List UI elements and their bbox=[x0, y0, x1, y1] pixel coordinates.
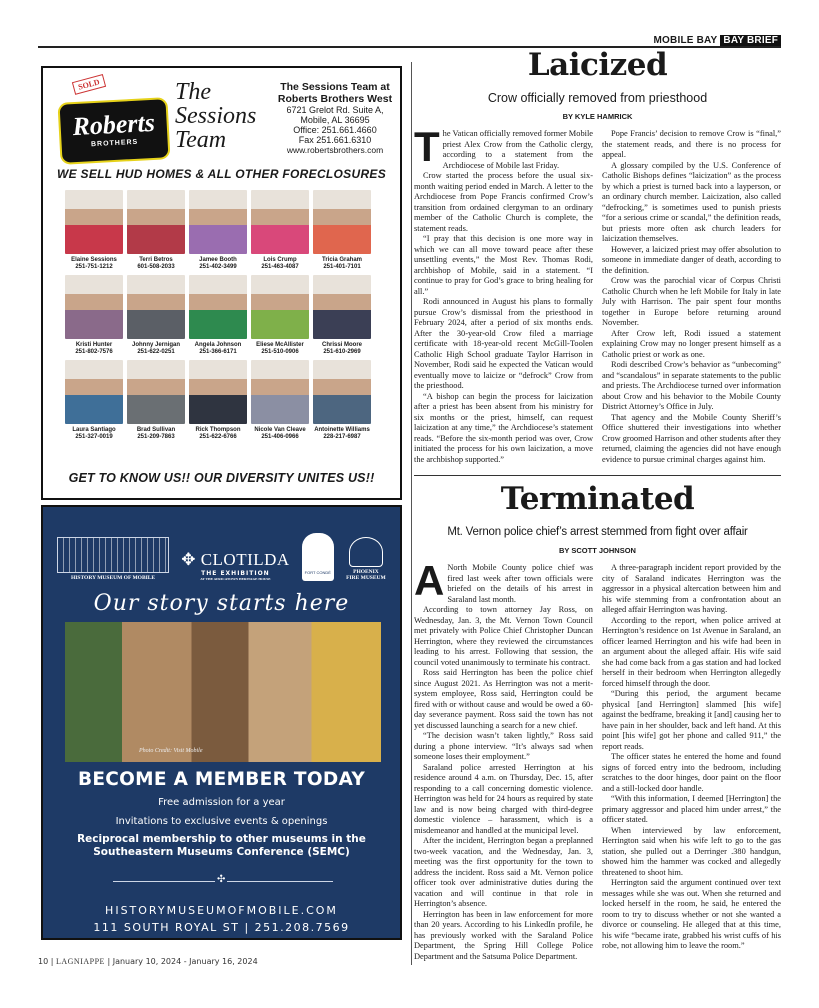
agent-name: Terri Betros bbox=[139, 257, 173, 263]
issue-dates: January 10, 2024 - January 16, 2024 bbox=[112, 957, 258, 966]
agent-card bbox=[65, 360, 123, 440]
ad-script-slogan: Our story starts here bbox=[93, 591, 350, 616]
sessions-script-title: The Sessions Team bbox=[175, 79, 257, 153]
agent-card bbox=[65, 275, 123, 355]
agent-card bbox=[127, 275, 185, 355]
logo-label: FORT CONDÉ bbox=[304, 570, 331, 575]
perk-line: Southeastern Museums Conference (SEMC) bbox=[93, 846, 350, 858]
article-subhead: Mt. Vernon police chief’s arrest stemmed from fight over affair bbox=[447, 526, 748, 538]
website-link[interactable]: www.robertsbrothers.com bbox=[286, 145, 384, 155]
article-paragraph bbox=[602, 563, 781, 616]
paragraph-text: “During this period, the argument became physical [and Herrington] slammed [his wife] against the bedframe, breaking it [and] causing her to have pain in her shoulder, back and left hand. At this point [his wife] got her phone and called 911,” the report reads. bbox=[602, 689, 781, 751]
paragraph-text: When interviewed by law enforcement, Herrington said when his wife left to go to the gas station, she pulled out a Derringer .380 handgun, showed him the hammer was cocked and allegedly threatened to shoot him. bbox=[602, 825, 781, 877]
agent-name: Chrissi Moore bbox=[321, 342, 362, 348]
agent-photo bbox=[127, 275, 185, 339]
perk-line: Reciprocal membership to other museums in the bbox=[77, 833, 366, 845]
paragraph-text: “With this information, I deemed [Herrington] the primary aggressor and placed him under arrest,” the officer stated. bbox=[602, 794, 781, 824]
agent-name: Eliese McAllister bbox=[256, 342, 304, 348]
agent-phone: 251-622-0251 bbox=[137, 348, 175, 355]
paragraph-text: A three-paragraph incident report provided by the city of Saraland indicates Herrington was the aggressor in a physical altercation between him and his wife stemming from a confrontation about an alleged affair Herrington was having. bbox=[602, 563, 781, 614]
publication-name: LAGNIAPPE bbox=[55, 957, 105, 966]
agent-phone: 251-463-4087 bbox=[261, 263, 299, 270]
history-museum-logo bbox=[57, 537, 169, 581]
partner-logos bbox=[43, 533, 400, 581]
page-footer: 10 | LAGNIAPPE | January 10, 2024 - January 16, 2024 bbox=[38, 957, 258, 966]
museum-website-link[interactable]: HISTORYMUSEUMOFMOBILE.COM bbox=[105, 904, 338, 917]
clotilda-logo bbox=[181, 550, 289, 581]
agent-photo bbox=[251, 275, 309, 339]
agent-name: Rick Thompson bbox=[195, 427, 241, 433]
knot-icon: ✥ bbox=[181, 550, 196, 569]
agent-name: Lois Crump bbox=[263, 257, 297, 263]
agent-card bbox=[313, 360, 371, 440]
article-paragraph bbox=[602, 413, 781, 466]
contact-title-2: Roberts Brothers West bbox=[277, 92, 393, 105]
agent-phone: 251-402-3499 bbox=[199, 263, 237, 270]
paragraph-text: Saraland police arrested Herrington at his residence around 4 a.m. on Thursday, Dec. 15, after responding to a call concerning domestic violence. Herrington was held for 24 hours as required by state law and is now being charged with third-degree domestic violence – harassment, which is a misdemeanor and handled at the municipal level. bbox=[414, 762, 593, 835]
agent-name: Elaine Sessions bbox=[71, 257, 117, 263]
paragraph-text: That agency and the Mobile County Sheriff’s Office shuttered their investigations into whether Crow groomed Harrison and other students after they returned, claiming the agencies did not have enough evidence to pursue criminal charges against him. bbox=[602, 412, 781, 464]
agent-name: Tricia Graham bbox=[321, 257, 363, 263]
roberts-brothers-logo bbox=[57, 97, 170, 165]
agent-phone: 228-217-6987 bbox=[323, 433, 361, 440]
article-separator bbox=[414, 475, 781, 476]
agent-phone: 251-406-0966 bbox=[261, 433, 299, 440]
museum-building-icon bbox=[57, 537, 169, 573]
article-paragraph bbox=[414, 668, 593, 731]
article-headline: Laicized bbox=[527, 47, 668, 83]
agent-name: Johnny Jernigan bbox=[131, 342, 180, 348]
article-paragraph bbox=[414, 910, 593, 963]
agent-photo bbox=[127, 360, 185, 424]
ad-tagline: WE SELL HUD HOMES & ALL OTHER FORECLOSURES bbox=[56, 167, 387, 181]
article-headline: Terminated bbox=[500, 481, 695, 517]
agent-photo bbox=[65, 275, 123, 339]
agent-phone: 251-622-6766 bbox=[199, 433, 237, 440]
paragraph-text: Rodi announced in August his plans to formally pursue Crow’s dismissal from the priesthood in February 2024, after a period of six months ends. After the 30-year-old Crow filed a marriage certificate with 18-year-old recent McGill-Toolen Catholic High School graduate Taylor Harrison in November, Rodi said he expected the Vatican would eventually move to laicize or “defrock” Crow from the priesthood. bbox=[414, 297, 593, 390]
office-phone: Office: 251.661.4660 bbox=[293, 125, 377, 135]
agent-card bbox=[313, 275, 371, 355]
fax-number: Fax 251.661.6310 bbox=[298, 135, 372, 145]
article-paragraph bbox=[414, 297, 593, 392]
agent-photo bbox=[189, 190, 247, 254]
article-paragraph bbox=[602, 329, 781, 361]
agent-phone: 251-510-0906 bbox=[261, 348, 299, 355]
paragraph-text: Crow started the process before the usual six-month waiting period ended in March. A letter to the Archdiocese from Pope Francis confirmed Crow’s transition from ordained clergyman to an ordinary member of the Catholic Church is complete, the statement reads. bbox=[414, 171, 593, 233]
article-paragraph bbox=[602, 878, 781, 952]
agent-card bbox=[251, 190, 309, 270]
agent-grid bbox=[65, 190, 385, 440]
agent-name: Nicole Van Cleave bbox=[254, 427, 306, 433]
paragraph-text: Rodi described Crow’s behavior as “unbecoming” and “scandalous” in separate statements to the public and priests. The Archdiocese turned over information about Crow and his behavior to the Mobile County District Attorney’s Office in July. bbox=[602, 360, 781, 411]
paragraph-text: Pope Francis’ decision to remove Crow is “final,” the statement reads, and there is no process for appeal. bbox=[602, 129, 781, 159]
agent-phone: 251-366-6171 bbox=[199, 348, 237, 355]
museum-address: 111 SOUTH ROYAL ST | 251.208.7569 bbox=[93, 921, 350, 934]
agent-phone: 251-327-0019 bbox=[75, 433, 113, 440]
section-tag bbox=[654, 35, 781, 46]
agent-photo bbox=[127, 190, 185, 254]
paragraph-text: “I pray that this decision is one more way in which we can all move toward peace after these unsettling events,” the Most Rev. Thomas Rodi, archbishop of Mobile, said in a statement. “I continue to pray for God’s grace to bring healing for all.” bbox=[414, 234, 593, 296]
agent-name: Kristi Hunter bbox=[75, 342, 113, 348]
agent-phone: 601-508-2033 bbox=[137, 263, 175, 270]
paragraph-text: Herrington said the argument continued over text messages while she was out. When she returned and locked herself in the room, he said, he entered the room to try to discuss whether or not she wanted a divorce or counseling. He alleged that at this time, his wife “became irate, grabbed his wrist cuffs of his robe, not allowing him to leave the room.” bbox=[602, 878, 781, 950]
article-paragraph bbox=[602, 689, 781, 752]
article-paragraph bbox=[414, 557, 593, 605]
article-paragraph bbox=[602, 360, 781, 413]
agent-photo bbox=[313, 360, 371, 424]
paragraph-text: Herrington has been in law enforcement for more than 20 years. According to his LinkedIn profile, he has previously worked with the Saraland Police Department, the Spring Hill College Police Department and the Satsuma Police Department. bbox=[414, 909, 593, 961]
logo-sublabel: THE EXHIBITION bbox=[201, 570, 270, 577]
agent-card bbox=[127, 360, 185, 440]
museum-photo bbox=[65, 622, 381, 762]
contact-title: The Sessions Team at bbox=[280, 81, 390, 93]
address-line: Mobile, AL 36695 bbox=[300, 115, 370, 125]
article-paragraph bbox=[414, 763, 593, 837]
paragraph-text: North Mobile County police chief was fired last week after town officials were briefed on the details of his arrest in Saraland last month. bbox=[447, 563, 593, 604]
logo-text: Roberts bbox=[71, 107, 156, 142]
paragraph-text: According to the report, when police arrived at Herrington’s residence on 1st Avenue in Saraland, an officer learned Herrington and his wife had been in an argument about the alleged affair. His wife said she had come back from a gas station and had locked herself in their bedroom when Herrington allegedly forced himself through the door. bbox=[602, 615, 781, 688]
phoenix-fire-logo bbox=[346, 537, 386, 581]
photo-credit: Photo Credit: Visit Mobile bbox=[139, 748, 203, 754]
fleur-icon: ✣ bbox=[217, 874, 226, 885]
section-name: MOBILE BAY bbox=[653, 35, 718, 46]
article-paragraph bbox=[414, 605, 593, 668]
agent-card bbox=[65, 190, 123, 270]
agent-card bbox=[189, 190, 247, 270]
sessions-team-ad[interactable] bbox=[41, 66, 402, 500]
article-paragraph bbox=[602, 752, 781, 794]
article-paragraph bbox=[602, 245, 781, 277]
agent-card bbox=[189, 360, 247, 440]
paragraph-text: After the incident, Herrington began a preplanned two-week vacation, and the Wednesday, Jan. 3, meeting was the first opportunity for the town to address the incident. Ross said a Mt. Vernon police officer took over administrative duties during the vacation and will continue in that role in Herrington’s absence. bbox=[414, 836, 593, 908]
paragraph-text: However, a laicized priest may offer absolution to someone in immediate danger of death, according to the definition. bbox=[602, 244, 781, 275]
agent-card bbox=[313, 190, 371, 270]
article-paragraph bbox=[602, 616, 781, 690]
address-line: 6721 Grelot Rd. Suite A, bbox=[286, 105, 384, 115]
drop-cap: T bbox=[414, 123, 440, 170]
paragraph-text: Ross said Herrington has been the police chief since August 2021. As Herrington was not a merit-system employee, Ross said, Herrington could be fired with or without cause and would be owed a 60-day severance payment. Ross said the town has not yet discussed launching a search for a new chief. bbox=[414, 668, 593, 730]
paragraph-text: After Crow left, Rodi issued a statement explaining Crow may no longer present himself as a Catholic priest or work as one. bbox=[602, 328, 781, 359]
article-paragraph bbox=[414, 171, 593, 234]
article-paragraph bbox=[602, 276, 781, 329]
article-byline: BY KYLE HAMRICK bbox=[562, 112, 633, 121]
agent-name: Jamee Booth bbox=[199, 257, 237, 263]
agent-photo bbox=[65, 190, 123, 254]
agent-phone: 251-209-7863 bbox=[137, 433, 175, 440]
article-paragraph bbox=[602, 826, 781, 879]
sold-sign: SOLD bbox=[72, 74, 106, 95]
agent-photo bbox=[251, 190, 309, 254]
paragraph-text: “The decision wasn’t taken lightly,” Ross said during a phone interview. “It’s always sad when someone loses their employment.” bbox=[414, 731, 593, 761]
article-byline: BY SCOTT JOHNSON bbox=[559, 546, 636, 555]
paragraph-text: Crow was the parochial vicar of Corpus Christi Catholic Church when he left Mobile for Italy in late July with Harrison. The pair spent four months together in Europe before returning around November. bbox=[602, 276, 781, 327]
contact-block bbox=[271, 82, 399, 155]
agent-card bbox=[127, 190, 185, 270]
agent-photo bbox=[313, 275, 371, 339]
article-paragraph bbox=[414, 731, 593, 763]
agent-photo bbox=[189, 275, 247, 339]
agent-photo bbox=[313, 190, 371, 254]
logo-sublabel-2: AT THE AFRICATOWN HERITAGE HOUSE bbox=[200, 577, 271, 581]
paragraph-text: A glossary compiled by the U.S. Conference of Catholic Bishops defines “laicization” as the process by which a priest is turned back into a layperson, or an ordinary church member. Laicization, also called “defrocking,” is sometimes used to punish priests “for a serious crime or scandal,” the definition reads, but priests more often ask church leaders for laicization themselves. bbox=[602, 160, 781, 243]
agent-card bbox=[189, 275, 247, 355]
article-body bbox=[414, 557, 781, 962]
articles-column bbox=[414, 46, 781, 962]
article-body bbox=[414, 123, 781, 465]
paragraph-text: he Vatican officially removed former Mobile priest Alex Crow from the Catholic clergy, according to a statement from the Archdiocese of Mobile last Friday. bbox=[442, 129, 593, 170]
article-paragraph bbox=[602, 794, 781, 826]
history-museum-ad[interactable] bbox=[41, 505, 402, 940]
logo-label: PHOENIX FIRE MUSEUM bbox=[346, 569, 386, 581]
logo-label: HISTORY MUSEUM OF MOBILE bbox=[71, 575, 156, 581]
ad-footer-slogan: GET TO KNOW US!! OUR DIVERSITY UNITES US!! bbox=[68, 471, 375, 485]
agent-phone: 251-610-2969 bbox=[323, 348, 361, 355]
paragraph-text: “A bishop can begin the process for laicization after a priest has been absent from his ministry for six months or the priest, himself, can request laicization at any time,” the Archdiocese’s statement reads. “Before the six-month period was over, Crow initiated the process for his own laicization, a move the archbishop supported.” bbox=[414, 391, 593, 464]
logo-label: CLOTILDA bbox=[200, 550, 290, 569]
fort-icon bbox=[302, 533, 334, 581]
paragraph-text: According to town attorney Jay Ross, on Wednesday, Jan. 3, the Mt. Vernon Town Council met privately with Police Chief Christopher Duncan Herrington, where they reviewed the circumstances leading to his arrest. Following that session, the council voted unanimously to terminate his contract. bbox=[414, 605, 593, 667]
agent-name: Brad Sullivan bbox=[136, 427, 176, 433]
agent-name: Angela Johnson bbox=[194, 342, 242, 348]
agent-photo bbox=[251, 360, 309, 424]
article-paragraph bbox=[414, 123, 593, 171]
column-divider bbox=[411, 62, 412, 965]
agent-name: Laura Santiago bbox=[72, 427, 116, 433]
agent-phone: 251-802-7576 bbox=[75, 348, 113, 355]
agent-phone: 251-401-7101 bbox=[323, 263, 361, 270]
agent-name: Antoinette Williams bbox=[314, 427, 370, 433]
section-brief: BAY BRIEF bbox=[720, 35, 781, 46]
agent-photo bbox=[65, 360, 123, 424]
page-number: 10 bbox=[38, 957, 49, 966]
article-paragraph bbox=[602, 161, 781, 245]
paragraph-text: The officer states he entered the home and found signs of forced entry into the bedroom, including scratches to the door hinges, door paint on the floor and a still-locked door handle. bbox=[602, 752, 781, 793]
agent-phone: 251-751-1212 bbox=[75, 263, 113, 270]
article-paragraph bbox=[414, 392, 593, 466]
eagle-icon bbox=[349, 537, 383, 567]
article-paragraph bbox=[602, 129, 781, 161]
fort-conde-logo bbox=[302, 533, 334, 581]
ad-headline: BECOME A MEMBER TODAY bbox=[77, 769, 366, 790]
drop-cap: A bbox=[414, 557, 445, 604]
perk-line: Invitations to exclusive events & openings bbox=[115, 816, 328, 827]
article-paragraph bbox=[414, 836, 593, 910]
logo-subtext: BROTHERS bbox=[90, 138, 139, 149]
article-paragraph bbox=[414, 234, 593, 297]
agent-photo bbox=[189, 360, 247, 424]
perk-line: Free admission for a year bbox=[158, 797, 285, 808]
agent-card bbox=[251, 275, 309, 355]
agent-card bbox=[251, 360, 309, 440]
article-subhead: Crow officially removed from priesthood bbox=[487, 91, 708, 105]
